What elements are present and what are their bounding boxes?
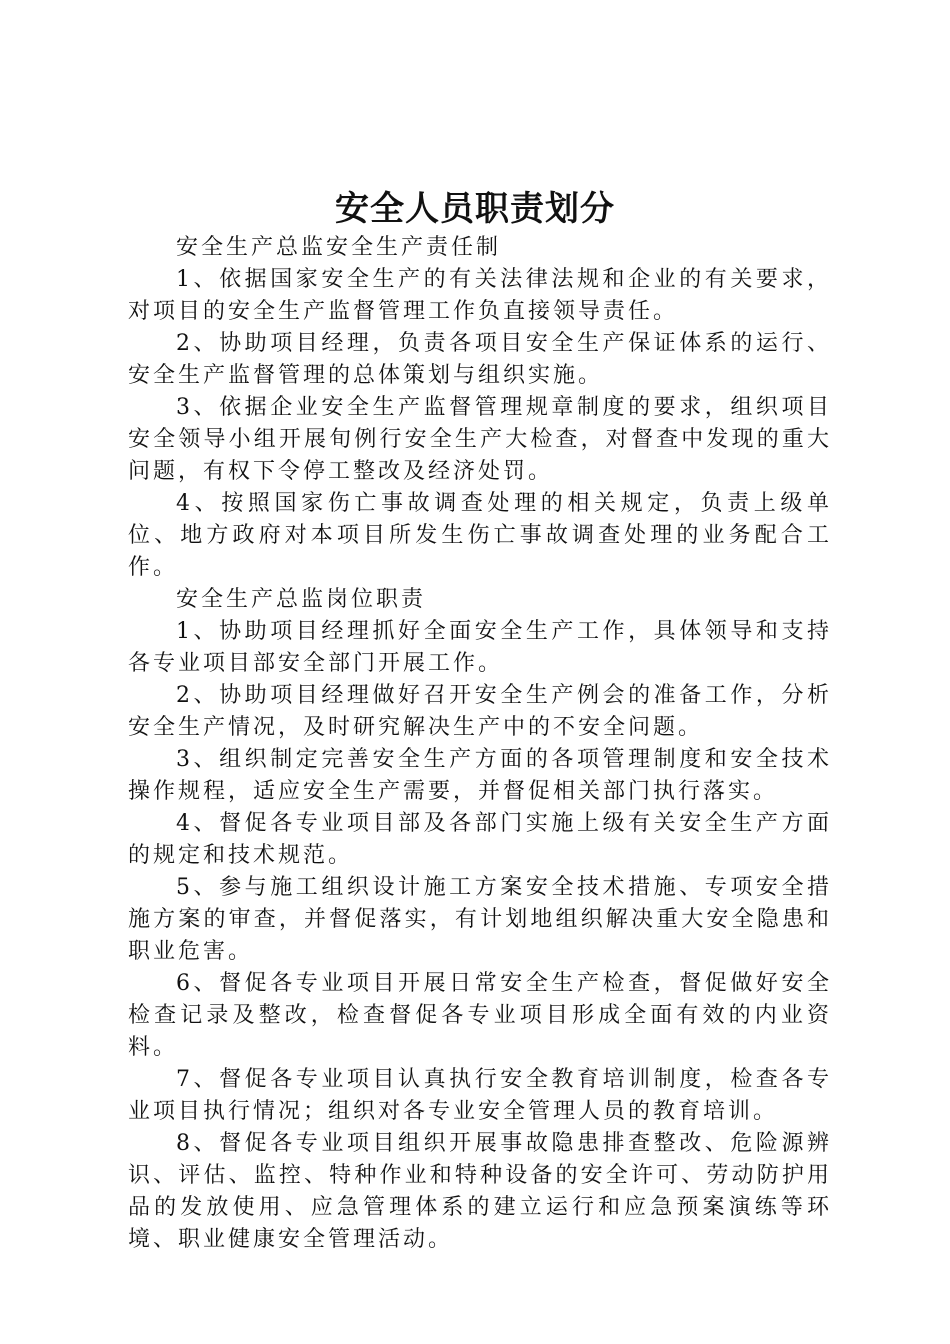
- document-body: [128, 232, 832, 1256]
- section-heading-job-duties: 安全生产总监岗位职责: [176, 587, 427, 612]
- paragraph: 5、参与施工组织设计施工方案安全技术措施、专项安全措施方案的审查，并督促落实，有计划地组织解决重大安全隐患和职业危害。: [128, 875, 832, 964]
- paragraph: 7、督促各专业项目认真执行安全教育培训制度，检查各专业项目执行情况；组织对各专业安全管理人员的教育培训。: [128, 1067, 832, 1124]
- paragraph: 1、依据国家安全生产的有关法律法规和企业的有关要求，对项目的安全生产监督管理工作负直接领导责任。: [128, 267, 832, 324]
- paragraph: 6、督促各专业项目开展日常安全生产检查，督促做好安全检查记录及整改，检查督促各专业项目形成全面有效的内业资料。: [128, 971, 832, 1060]
- paragraph: 4、督促各专业项目部及各部门实施上级有关安全生产方面的规定和技术规范。: [128, 811, 832, 868]
- paragraph: 1、协助项目经理抓好全面安全生产工作，具体领导和支持各专业项目部安全部门开展工作。: [128, 619, 832, 676]
- document-title: 安全人员职责划分: [335, 189, 615, 229]
- section-heading-responsibility-system: 安全生产总监安全生产责任制: [176, 235, 502, 260]
- paragraph: 3、依据企业安全生产监督管理规章制度的要求，组织项目安全领导小组开展旬例行安全生产大检查，对督查中发现的重大问题，有权下令停工整改及经济处罚。: [128, 395, 832, 484]
- paragraph: 4、按照国家伤亡事故调查处理的相关规定，负责上级单位、地方政府对本项目所发生伤亡事故调查处理的业务配合工作。: [128, 491, 832, 580]
- paragraph: 3、组织制定完善安全生产方面的各项管理制度和安全技术操作规程，适应安全生产需要，并督促相关部门执行落实。: [128, 747, 832, 804]
- paragraph: 2、协助项目经理做好召开安全生产例会的准备工作，分析安全生产情况，及时研究解决生产中的不安全问题。: [128, 683, 832, 740]
- paragraph: 2、协助项目经理，负责各项目安全生产保证体系的运行、安全生产监督管理的总体策划与组织实施。: [128, 331, 832, 388]
- paragraph: 8、督促各专业项目组织开展事故隐患排查整改、危险源辨识、评估、监控、特种作业和特种设备的安全许可、劳动防护用品的发放使用、应急管理体系的建立运行和应急预案演练等环境、职业健康安全管理活动。: [128, 1131, 832, 1252]
